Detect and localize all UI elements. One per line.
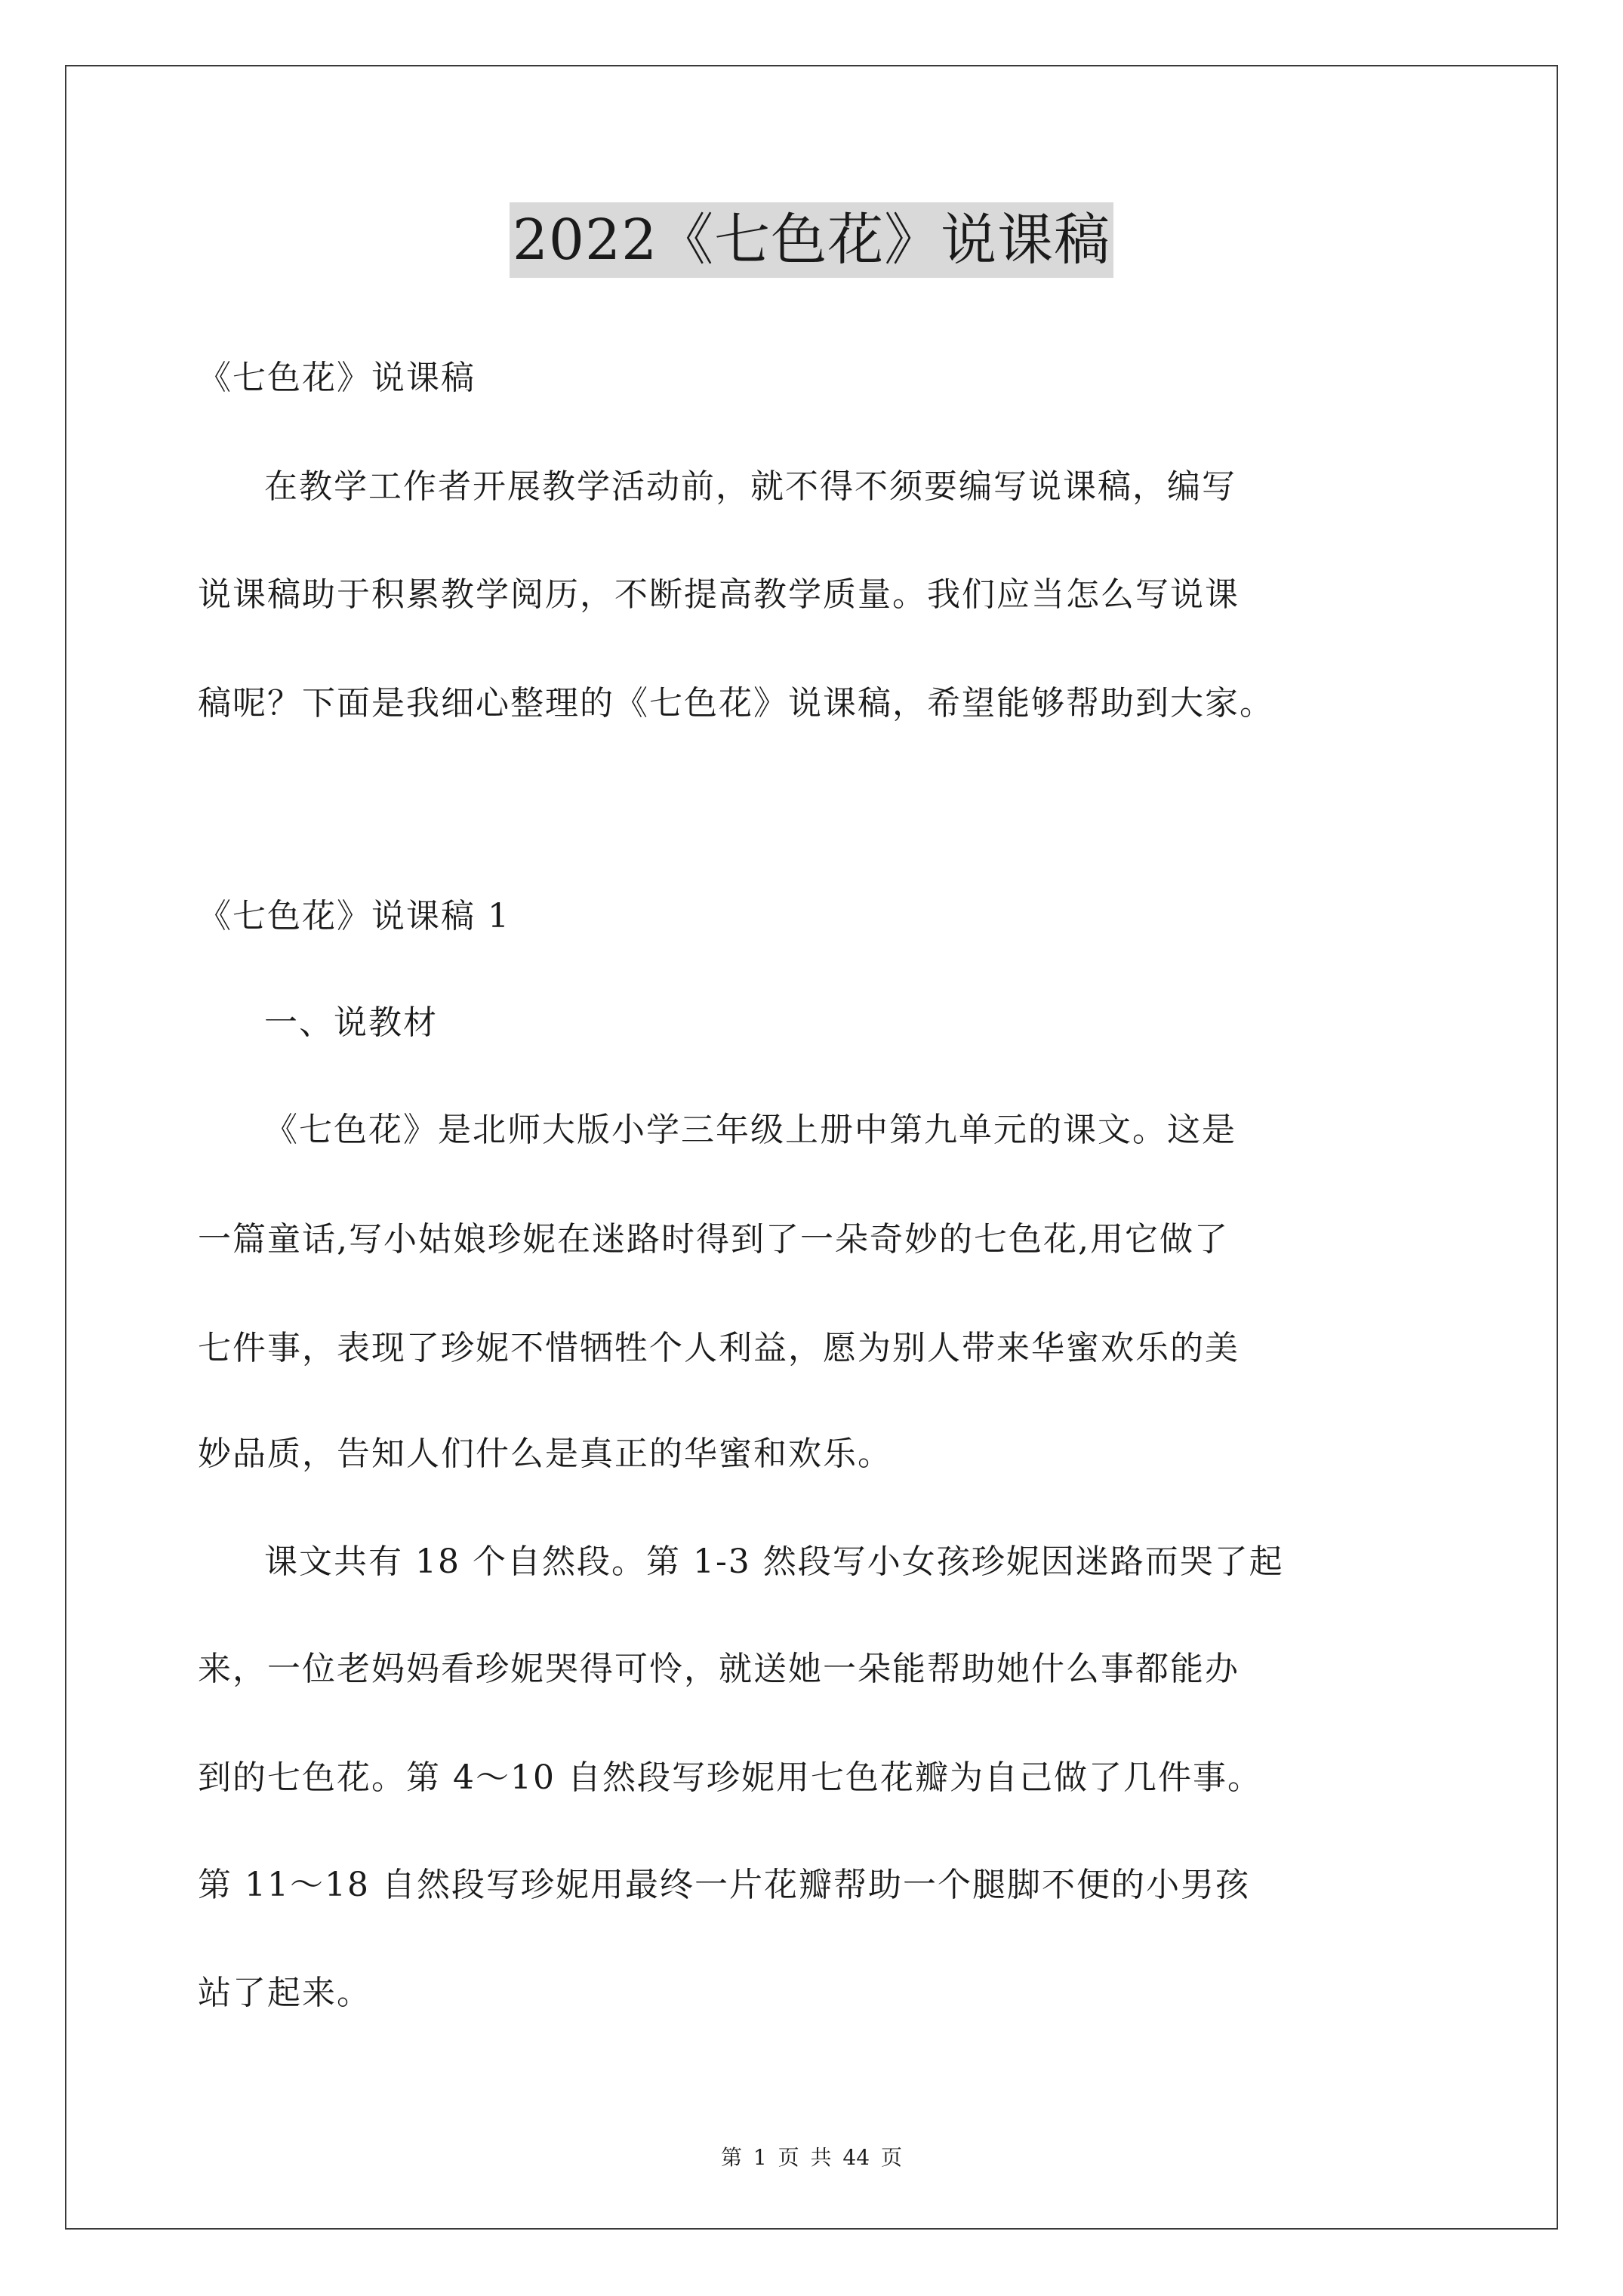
para1-line-2: 一篇童话,写小姑娘珍妮在迷路时得到了一朵奇妙的七色花,用它做了 (198, 1220, 1229, 1259)
section-heading: 一、说教材 (264, 1003, 438, 1042)
para1-line-4: 妙品质，告知人们什么是真正的华蜜和欢乐。 (198, 1435, 892, 1473)
para2-line-2: 来，一位老妈妈看珍妮哭得可怜，就送她一朵能帮助她什么事都能办 (198, 1650, 1240, 1688)
para2-line-4: 第 11～18 自然段写珍妮用最终一片花瓣帮助一个腿脚不便的小男孩 (198, 1866, 1250, 1904)
intro-line-2: 说课稿助于积累教学阅历，不断提高教学质量。我们应当怎么写说课 (198, 575, 1240, 614)
para1-line-1: 《七色花》是北师大版小学三年级上册中第九单元的课文。这是 (264, 1111, 1236, 1149)
para1-line-3: 七件事，表现了珍妮不惜牺牲个人利益，愿为别人带来华蜜欢乐的美 (198, 1329, 1240, 1367)
para2-line-1: 课文共有 18 个自然段。第 1-3 然段写小女孩珍妮因迷路而哭了起 (264, 1542, 1284, 1581)
document-subtitle: 《七色花》说课稿 (198, 359, 476, 397)
document-title[interactable]: 2022《七色花》说课稿 (510, 202, 1113, 278)
para2-line-3: 到的七色花。第 4～10 自然段写珍妮用七色花瓣为自己做了几件事。 (198, 1758, 1262, 1797)
para2-line-5: 站了起来。 (198, 1974, 371, 2012)
title-container (0, 202, 1623, 278)
intro-line-3: 稿呢？下面是我细心整理的《七色花》说课稿，希望能够帮助到大家。 (198, 684, 1274, 723)
page-footer: 第 1 页 共 44 页 (721, 2145, 902, 2170)
intro-line-1: 在教学工作者开展教学活动前，就不得不须要编写说课稿，编写 (264, 467, 1236, 506)
section-title: 《七色花》说课稿 1 (198, 897, 510, 935)
